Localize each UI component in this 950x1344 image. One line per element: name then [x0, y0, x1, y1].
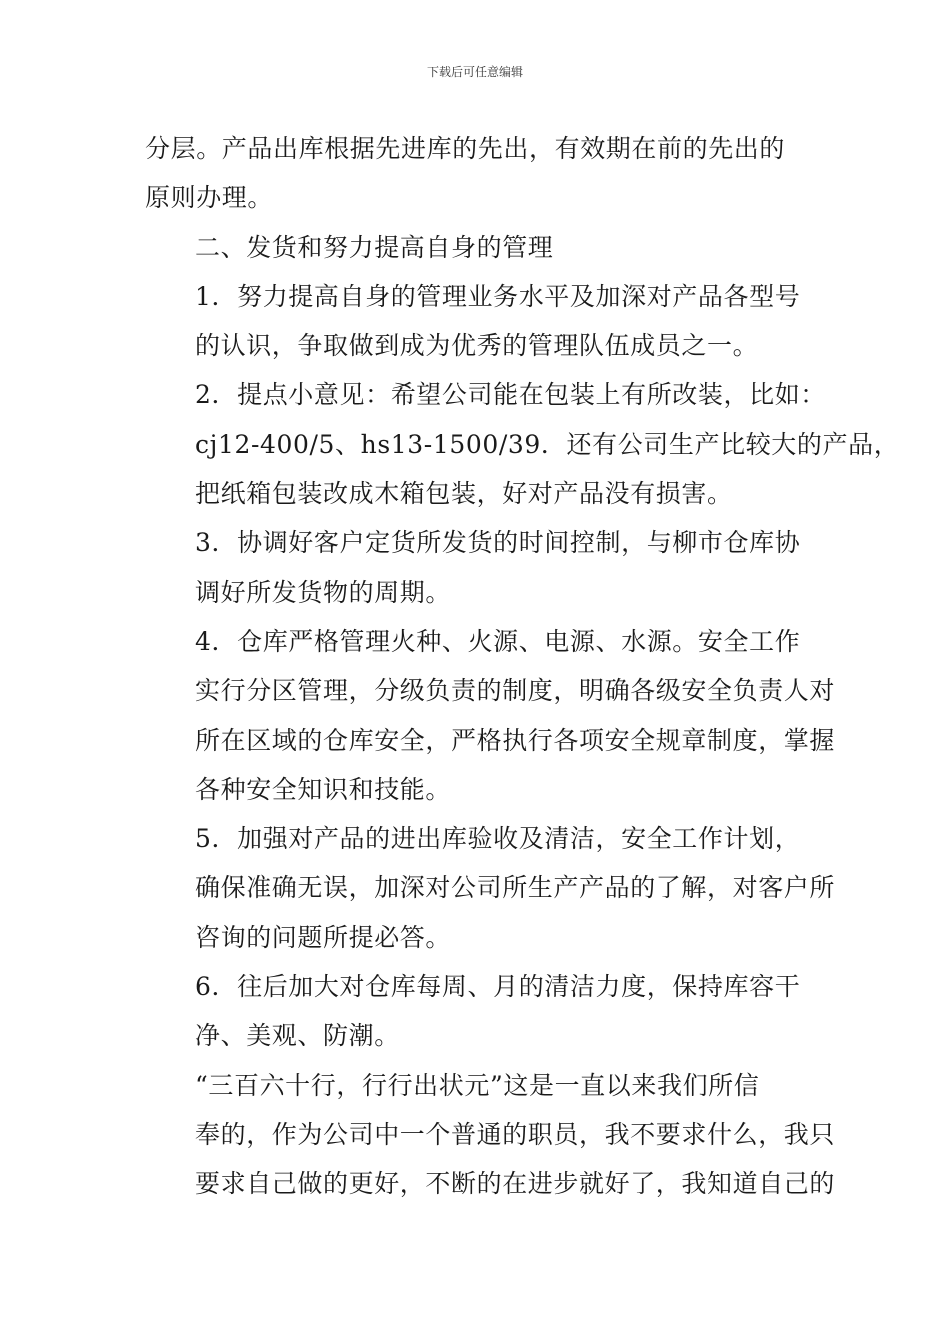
text-line: 咨询的问题所提必答。 [195, 922, 452, 952]
text-line: 4．仓库严格管理火种、火源、电源、水源。安全工作 [195, 626, 801, 656]
text-line: 奉的，作为公司中一个普通的职员，我不要求什么，我只 [195, 1119, 836, 1149]
text-line: 二、发货和努力提高自身的管理 [195, 232, 554, 262]
text-line: 1．努力提高自身的管理业务水平及加深对产品各型号 [195, 281, 801, 311]
text-line: 分层。产品出库根据先进库的先出，有效期在前的先出的 [145, 134, 786, 163]
document-body [145, 124, 900, 1209]
text-line: 确保准确无误，加深对公司所生产产品的了解，对客户所 [195, 873, 836, 903]
text-line: 所在区域的仓库安全，严格执行各项安全规章制度，掌握 [195, 725, 836, 755]
text-line: 的认识，争取做到成为优秀的管理队伍成员之一。 [195, 331, 759, 361]
list-item-2 [145, 370, 900, 518]
text-line: 6．往后加大对仓库每周、月的清洁力度，保持库容干 [195, 972, 801, 1002]
text-line: 3．协调好客户定货所发货的时间控制，与柳市仓库协 [195, 528, 801, 558]
section-heading [145, 223, 815, 272]
list-item-3 [145, 518, 815, 617]
text-line: 要求自己做的更好，不断的在进步就好了，我知道自己的 [195, 1169, 836, 1199]
text-line: “三百六十行，行行出状元”这是一直以来我们所信 [195, 1070, 760, 1100]
text-line: 实行分区管理，分级负责的制度，明确各级安全负责人对 [195, 676, 836, 706]
paragraph-continuation [145, 124, 815, 223]
text-line: 各种安全知识和技能。 [195, 774, 452, 804]
text-line: cj12-400/5、hs13-1500/39．还有公司生产比较大的产品， [195, 429, 900, 459]
text-line: 2．提点小意见：希望公司能在包装上有所改装，比如： [195, 380, 826, 410]
list-item-6 [145, 962, 815, 1061]
text-line: 5．加强对产品的进出库验收及清洁，安全工作计划， [195, 824, 801, 854]
closing-paragraph [145, 1061, 836, 1209]
page-header: 下载后可任意编辑 [426, 65, 523, 79]
text-line: 原则办理。 [145, 183, 274, 213]
list-item-4 [145, 617, 836, 814]
list-item-1 [145, 272, 815, 371]
list-item-5 [145, 814, 836, 962]
text-line: 净、美观、防潮。 [195, 1021, 400, 1051]
text-line: 把纸箱包装改成木箱包装，好对产品没有损害。 [195, 479, 733, 509]
text-line: 调好所发货物的周期。 [195, 577, 452, 607]
